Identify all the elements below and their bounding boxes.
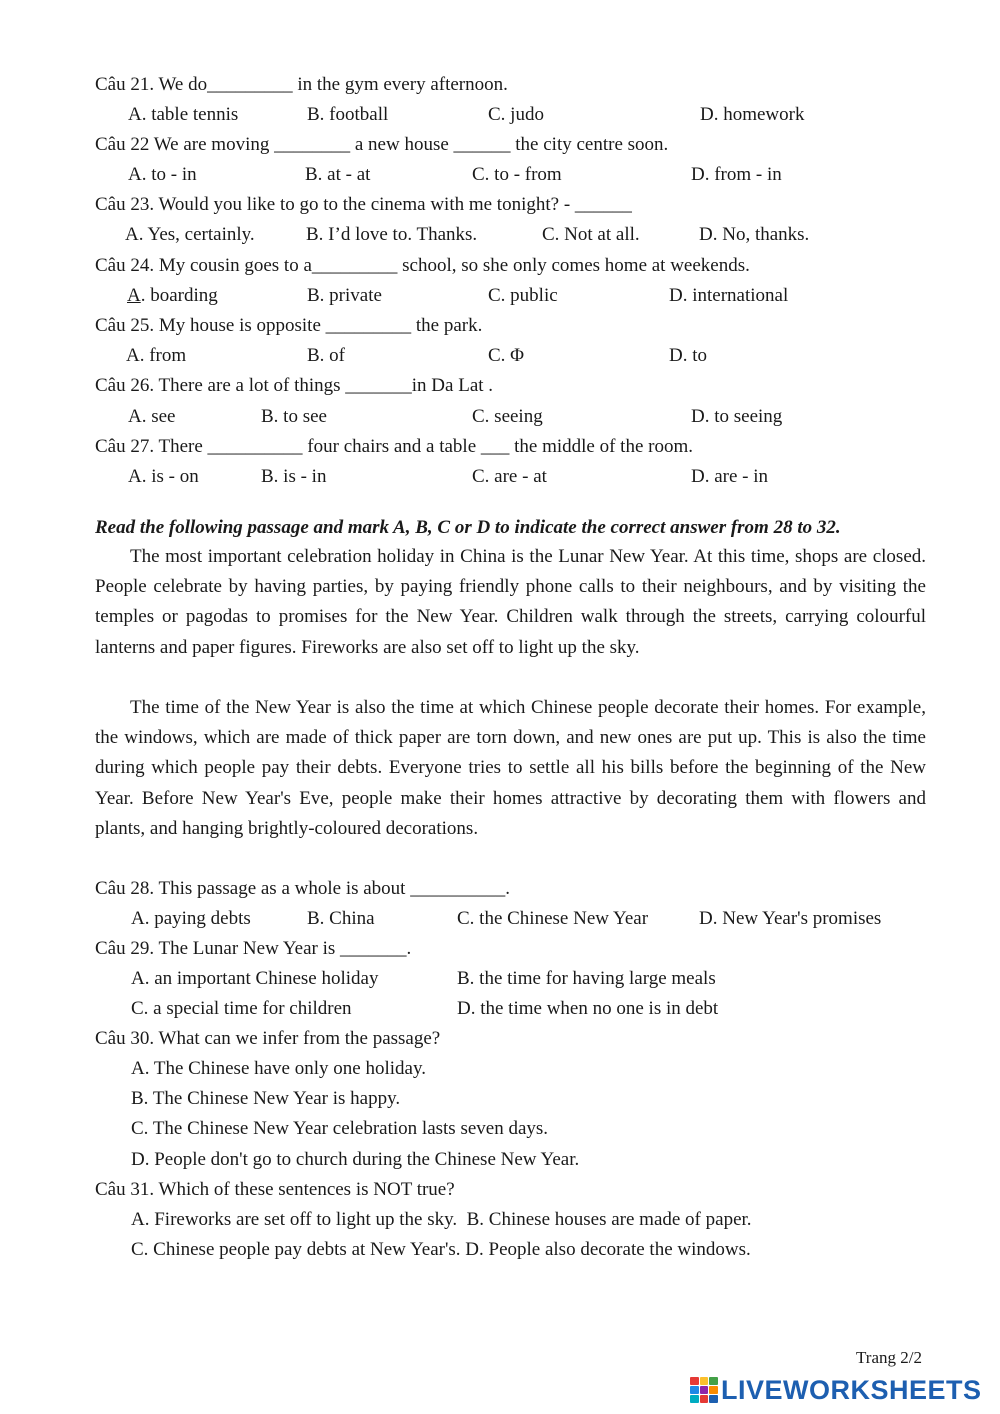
q31-options-c-d[interactable]: C. Chinese people pay debts at New Year's. D. People also decorate the windows.: [131, 1239, 751, 1260]
q24-option-a-text: . boarding: [140, 285, 218, 306]
page-number: Trang 2/2: [856, 1348, 922, 1367]
q25-option-d[interactable]: D. to: [669, 345, 707, 366]
q28-option-d[interactable]: D. New Year's promises: [699, 908, 882, 929]
q21-option-b[interactable]: B. football: [307, 104, 389, 125]
liveworksheets-logo-icon: [690, 1377, 718, 1403]
q25-option-c[interactable]: C. Φ: [488, 345, 525, 366]
q21-option-c[interactable]: C. judo: [488, 104, 544, 125]
q21-option-a[interactable]: A. table tennis: [128, 104, 239, 125]
q22-option-d[interactable]: D. from - in: [691, 164, 782, 185]
q26-option-c[interactable]: C. seeing: [472, 406, 543, 427]
q30-stem: Câu 30. What can we infer from the passage?: [95, 1028, 441, 1049]
q23-stem: Câu 23. Would you like to go to the cinema with me tonight? - ______: [95, 194, 632, 215]
q27-stem: Câu 27. There __________ four chairs and a table ___ the middle of the room.: [95, 436, 693, 457]
q23-option-a[interactable]: A. Yes, certainly.: [125, 224, 255, 245]
q29-option-d[interactable]: D. the time when no one is in debt: [457, 998, 719, 1019]
q30-option-d[interactable]: D. People don't go to church during the Chinese New Year.: [131, 1149, 580, 1170]
q25-stem: Câu 25. My house is opposite _________ the park.: [95, 315, 483, 336]
q28-option-a[interactable]: A. paying debts: [131, 908, 251, 929]
q21-option-d[interactable]: D. homework: [700, 104, 805, 125]
q31-stem: Câu 31. Which of these sentences is NOT true?: [95, 1179, 455, 1200]
q28-stem: Câu 28. This passage as a whole is about __________.: [95, 878, 510, 899]
q30-option-b[interactable]: B. The Chinese New Year is happy.: [131, 1088, 401, 1109]
q22-stem: Câu 22 We are moving ________ a new house ______ the city centre soon.: [95, 134, 669, 155]
q22-option-c[interactable]: C. to - from: [472, 164, 562, 185]
q21-stem: Câu 21. We do_________ in the gym every afternoon.: [95, 74, 508, 95]
q27-option-d[interactable]: D. are - in: [691, 466, 769, 487]
q24-option-a[interactable]: [127, 285, 218, 307]
q31-options-a-b[interactable]: A. Fireworks are set off to light up the sky. B. Chinese houses are made of paper.: [131, 1209, 752, 1230]
q30-option-a[interactable]: A. The Chinese have only one holiday.: [131, 1058, 426, 1079]
q30-option-c[interactable]: C. The Chinese New Year celebration lasts seven days.: [131, 1118, 549, 1139]
q27-option-b[interactable]: B. is - in: [261, 466, 327, 487]
q26-option-d[interactable]: D. to seeing: [691, 406, 783, 427]
q24-option-a-letter: A: [127, 285, 141, 306]
q26-option-a[interactable]: A. see: [128, 406, 176, 427]
q24-option-c[interactable]: C. public: [488, 285, 558, 306]
q28-option-c[interactable]: C. the Chinese New Year: [457, 908, 649, 929]
q22-option-a[interactable]: A. to - in: [128, 164, 197, 185]
q22-option-b[interactable]: B. at - at: [305, 164, 371, 185]
q23-option-d[interactable]: D. No, thanks.: [699, 224, 810, 245]
reading-paragraph-2: The time of the New Year is also the time at which Chinese people decorate their homes. For example, the windows, which are made of thick paper are torn down, and new ones are put up. This is also the time during which people pay their debts. Everyone tries to settle all his bills before the beginning of the New Year. Before New Year's Eve, people make their homes attractive by decorating them with flowers and plants, and hanging brightly-coloured decorations.: [95, 697, 926, 839]
liveworksheets-logo-text: LIVEWORKSHEETS: [721, 1374, 982, 1405]
q24-option-b[interactable]: B. private: [307, 285, 382, 306]
q23-option-b[interactable]: B. I’d love to. Thanks.: [306, 224, 478, 245]
q27-option-a[interactable]: A. is - on: [128, 466, 199, 487]
q29-stem: Câu 29. The Lunar New Year is _______.: [95, 938, 412, 959]
q26-stem: Câu 26. There are a lot of things _______in Da Lat .: [95, 375, 494, 396]
reading-instruction: Read the following passage and mark A, B, C or D to indicate the correct answer from 28 to 32.: [95, 517, 841, 538]
liveworksheets-logo: [690, 1376, 982, 1404]
q23-option-c[interactable]: C. Not at all.: [542, 224, 640, 245]
q24-stem: Câu 24. My cousin goes to a_________ school, so she only comes home at weekends.: [95, 255, 750, 276]
q29-option-c[interactable]: C. a special time for children: [131, 998, 352, 1019]
q25-option-a[interactable]: A. from: [126, 345, 187, 366]
q26-option-b[interactable]: B. to see: [261, 406, 327, 427]
q28-option-b[interactable]: B. China: [307, 908, 375, 929]
q29-option-b[interactable]: B. the time for having large meals: [457, 968, 716, 989]
q29-option-a[interactable]: A. an important Chinese holiday: [131, 968, 379, 989]
q25-option-b[interactable]: B. of: [307, 345, 345, 366]
q27-option-c[interactable]: C. are - at: [472, 466, 547, 487]
q24-option-d[interactable]: D. international: [669, 285, 789, 306]
reading-paragraph-1: The most important celebration holiday in China is the Lunar New Year. At this time, shops are closed. People celebrate by having parties, by paying friendly phone calls to their neighbours, and by visiting the temples or pagodas to promises for the New Year. Children walk through the streets, carrying colourful lanterns and paper figures. Fireworks are also set off to light up the sky.: [95, 546, 926, 658]
